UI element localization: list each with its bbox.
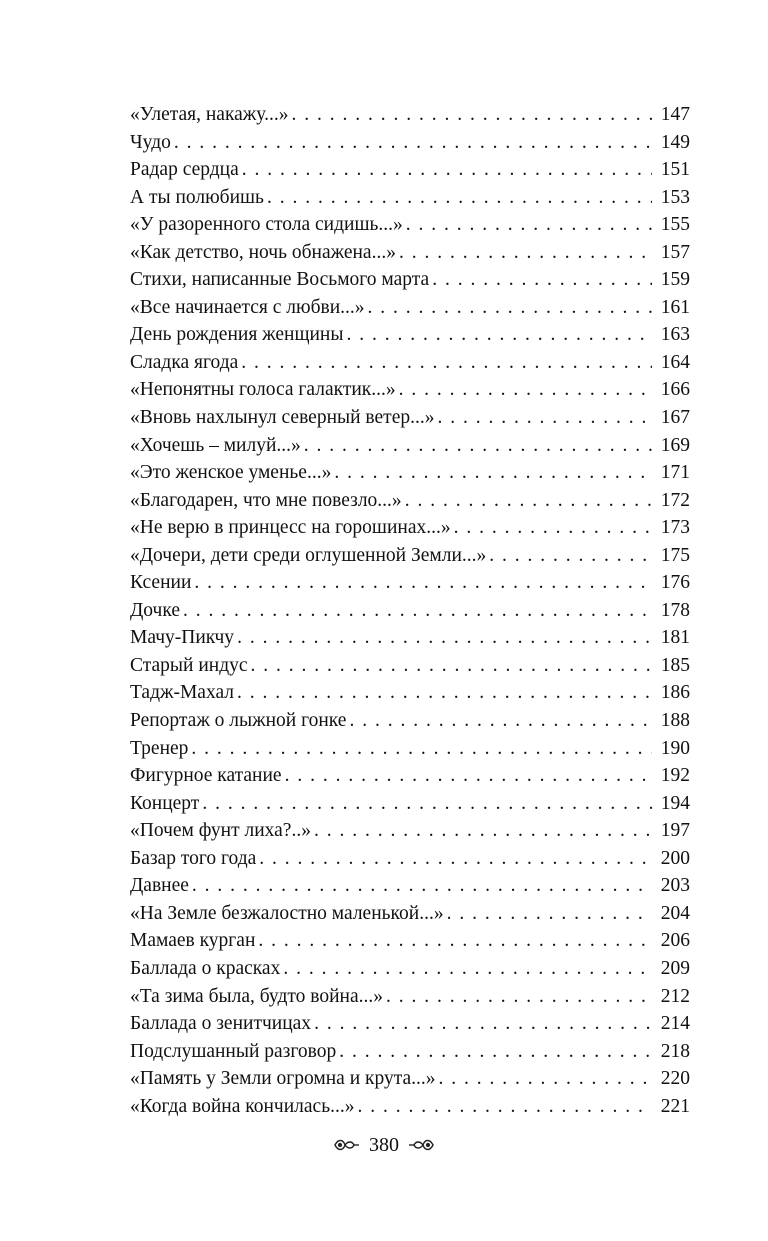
dot-leader	[304, 432, 652, 460]
toc-entry-page: 209	[660, 957, 690, 979]
toc-entry-title: Тадж-Махал	[130, 682, 235, 704]
toc-entry-page: 200	[660, 847, 690, 869]
toc-entry	[130, 404, 690, 432]
toc-entry	[130, 762, 690, 790]
dot-leader	[258, 927, 652, 955]
dot-leader	[334, 459, 652, 487]
toc-entry-page: 214	[660, 1013, 690, 1035]
toc-entry-title: «Та зима была, будто война...»	[130, 985, 383, 1007]
toc-entry-page: 192	[660, 765, 690, 787]
dot-leader	[314, 817, 652, 845]
toc-entry-title: «Непонятны голоса галактик...»	[130, 379, 396, 401]
toc-entry-page: 218	[660, 1040, 690, 1062]
table-of-contents	[130, 101, 690, 1120]
fleuron-left-icon	[332, 1136, 360, 1154]
dot-leader	[241, 349, 652, 377]
toc-entry-page: 185	[660, 654, 690, 676]
toc-entry-page: 171	[660, 462, 690, 484]
toc-entry-page: 188	[660, 710, 690, 732]
toc-entry-title: Баллада о красках	[130, 957, 281, 979]
toc-entry-page: 186	[660, 682, 690, 704]
toc-entry-page: 163	[660, 324, 690, 346]
toc-entry	[130, 597, 690, 625]
dot-leader	[447, 900, 652, 928]
toc-entry-title: Ксении	[130, 572, 192, 594]
dot-leader	[437, 404, 652, 432]
toc-entry-title: Подслушанный разговор	[130, 1040, 337, 1062]
toc-entry	[130, 1065, 690, 1093]
dot-leader	[174, 129, 652, 157]
toc-entry-title: Сладка ягода	[130, 351, 239, 373]
toc-entry-page: 197	[660, 820, 690, 842]
toc-entry-title: «Хочешь – милуй...»	[130, 434, 301, 456]
dot-leader	[349, 707, 652, 735]
toc-entry	[130, 569, 690, 597]
dot-leader	[192, 872, 652, 900]
toc-entry	[130, 983, 690, 1011]
toc-entry-page: 157	[660, 241, 690, 263]
dot-leader	[339, 1038, 652, 1066]
toc-entry-page: 176	[660, 572, 690, 594]
toc-entry-title: Концерт	[130, 792, 200, 814]
toc-entry-title: «Дочери, дети среди оглушенной Земли...»	[130, 544, 487, 566]
toc-entry-title: «Все начинается с любви...»	[130, 296, 365, 318]
toc-entry	[130, 514, 690, 542]
toc-entry-title: Стихи, написанные Восьмого марта	[130, 269, 430, 291]
toc-entry	[130, 872, 690, 900]
toc-entry	[130, 735, 690, 763]
toc-entry-page: 167	[660, 407, 690, 429]
toc-entry	[130, 1093, 690, 1121]
toc-entry	[130, 955, 690, 983]
dot-leader	[242, 156, 652, 184]
dot-leader	[399, 376, 652, 404]
toc-entry-title: «Почем фунт лиха?..»	[130, 820, 311, 842]
toc-entry-title: «Не верю в принцесс на горошинах...»	[130, 517, 451, 539]
toc-entry-page: 206	[660, 930, 690, 952]
dot-leader	[267, 184, 652, 212]
dot-leader	[291, 101, 652, 129]
toc-entry	[130, 1038, 690, 1066]
toc-entry	[130, 129, 690, 157]
toc-entry-page: 190	[660, 737, 690, 759]
dot-leader	[432, 266, 652, 294]
toc-entry-page: 204	[660, 902, 690, 924]
toc-entry	[130, 156, 690, 184]
page-number: 380	[369, 1134, 399, 1157]
toc-entry	[130, 900, 690, 928]
toc-entry-page: 220	[660, 1068, 690, 1090]
toc-entry-page: 161	[660, 296, 690, 318]
toc-entry	[130, 184, 690, 212]
toc-entry-page: 173	[660, 517, 690, 539]
toc-entry	[130, 239, 690, 267]
dot-leader	[368, 294, 652, 322]
toc-entry-title: Базар того года	[130, 847, 257, 869]
toc-entry	[130, 817, 690, 845]
dot-leader	[346, 321, 652, 349]
toc-entry-page: 178	[660, 599, 690, 621]
toc-entry-title: «Как детство, ночь обнажена...»	[130, 241, 396, 263]
dot-leader	[251, 652, 652, 680]
toc-entry	[130, 459, 690, 487]
toc-entry-title: Баллада о зенитчицах	[130, 1013, 312, 1035]
toc-entry	[130, 376, 690, 404]
toc-entry-page: 203	[660, 875, 690, 897]
toc-entry	[130, 321, 690, 349]
toc-entry-title: «Это женское уменье...»	[130, 462, 332, 484]
toc-entry	[130, 845, 690, 873]
toc-entry	[130, 790, 690, 818]
dot-leader	[191, 735, 652, 763]
toc-entry	[130, 542, 690, 570]
toc-entry-title: «Память у Земли огромна и крута...»	[130, 1068, 436, 1090]
toc-entry	[130, 487, 690, 515]
toc-entry-page: 164	[660, 351, 690, 373]
toc-entry-title: Старый индус	[130, 654, 248, 676]
toc-entry-page: 159	[660, 269, 690, 291]
dot-leader	[285, 762, 652, 790]
toc-entry	[130, 349, 690, 377]
toc-entry	[130, 266, 690, 294]
toc-entry	[130, 294, 690, 322]
dot-leader	[406, 211, 652, 239]
toc-entry-title: Фигурное катание	[130, 765, 282, 787]
dot-leader	[357, 1093, 652, 1121]
dot-leader	[237, 679, 652, 707]
toc-entry-page: 153	[660, 186, 690, 208]
toc-entry-title: Чудо	[130, 131, 171, 153]
toc-entry-title: Радар сердца	[130, 159, 239, 181]
dot-leader	[454, 514, 652, 542]
dot-leader	[489, 542, 652, 570]
dot-leader	[399, 239, 652, 267]
toc-entry-page: 155	[660, 214, 690, 236]
toc-entry-page: 151	[660, 159, 690, 181]
toc-entry-page: 147	[660, 104, 690, 125]
toc-entry-title: Тренер	[130, 737, 189, 759]
toc-entry-title: Дочке	[130, 599, 180, 621]
toc-entry-title: Мачу-Пикчу	[130, 627, 235, 649]
toc-entry-title: День рождения женщины	[130, 324, 344, 346]
dot-leader	[405, 487, 652, 515]
dot-leader	[183, 597, 652, 625]
toc-entry-page: 175	[660, 544, 690, 566]
dot-leader	[259, 845, 652, 873]
dot-leader	[439, 1065, 652, 1093]
dot-leader	[237, 624, 652, 652]
toc-entry-title: «Когда война кончилась...»	[130, 1095, 355, 1117]
dot-leader	[283, 955, 652, 983]
toc-entry-page: 166	[660, 379, 690, 401]
page-footer	[0, 1131, 768, 1158]
toc-entry	[130, 432, 690, 460]
toc-entry-title: «Улетая, накажу...»	[130, 104, 289, 125]
toc-entry-page: 149	[660, 131, 690, 153]
toc-entry-title: «У разоренного стола сидишь...»	[130, 214, 403, 236]
toc-entry-page: 181	[660, 627, 690, 649]
toc-entry-page: 169	[660, 434, 690, 456]
toc-entry	[130, 707, 690, 735]
toc-entry-page: 172	[660, 489, 690, 511]
toc-entry-page: 194	[660, 792, 690, 814]
dot-leader	[202, 790, 652, 818]
toc-entry-title: Мамаев курган	[130, 930, 256, 952]
toc-entry-title: А ты полюбишь	[130, 186, 264, 208]
toc-entry-title: «Благодарен, что мне повезло...»	[130, 489, 402, 511]
dot-leader	[194, 569, 652, 597]
toc-entry	[130, 927, 690, 955]
toc-entry-title: «На Земле безжалостно маленькой...»	[130, 902, 444, 924]
dot-leader	[386, 983, 652, 1011]
toc-entry	[130, 679, 690, 707]
toc-entry-title: «Вновь нахлынул северный ветер...»	[130, 407, 435, 429]
toc-entry-title: Репортаж о лыжной гонке	[130, 710, 347, 732]
toc-entry-page: 221	[660, 1095, 690, 1117]
toc-entry-page: 212	[660, 985, 690, 1007]
toc-entry	[130, 211, 690, 239]
toc-entry	[130, 1010, 690, 1038]
fleuron-right-icon	[408, 1136, 436, 1154]
toc-entry	[130, 652, 690, 680]
dot-leader	[314, 1010, 652, 1038]
toc-entry	[130, 101, 690, 129]
toc-entry-title: Давнее	[130, 875, 189, 897]
toc-entry	[130, 624, 690, 652]
